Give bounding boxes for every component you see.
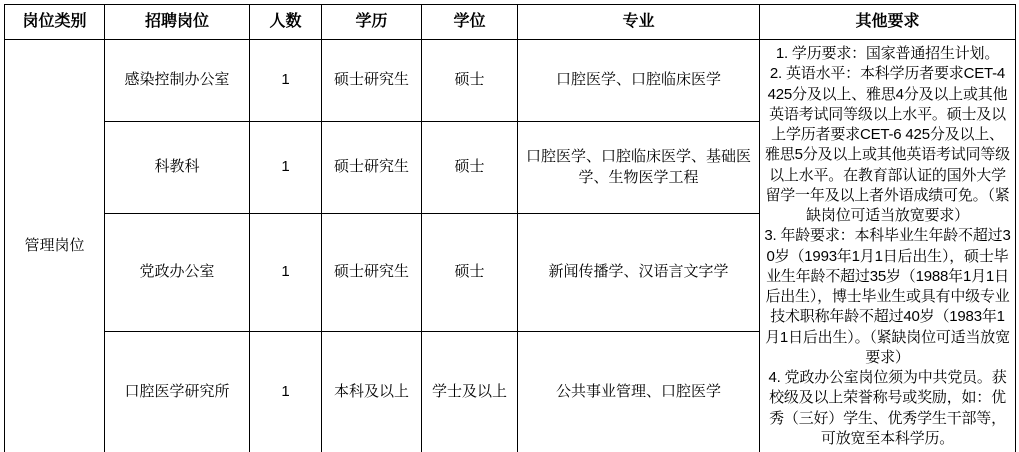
column-header-position: 招聘岗位: [105, 5, 250, 40]
cell-count: 1: [250, 40, 322, 122]
column-header-major: 专业: [518, 5, 760, 40]
cell-education: 硕士研究生: [322, 40, 422, 122]
cell-count: 1: [250, 122, 322, 214]
cell-education: 硕士研究生: [322, 214, 422, 332]
cell-degree: 硕士: [422, 214, 518, 332]
table-header-row: [5, 5, 1016, 40]
cell-count: 1: [250, 332, 322, 452]
cell-count: 1: [250, 214, 322, 332]
requirement-item-2: 2. 英语水平：本科学历者要求CET-4 425分及以上、雅思4分及以上或其他英语考试同等级以上水平。硕士及以上学历者要求CET-6 425分及以上、雅思5分及以上或其他英语考试同等级以上水平。在教育部认证的国外大学留学一年及以上者外语成绩可免。（紧缺岗位可适当放宽要求）: [765, 65, 1010, 224]
cell-major: 口腔医学、口腔临床医学: [518, 40, 760, 122]
cell-major: 口腔医学、口腔临床医学、基础医学、生物医学工程: [518, 122, 760, 214]
cell-other-requirements: [760, 40, 1016, 452]
cell-education: 本科及以上: [322, 332, 422, 452]
cell-position: 科教科: [105, 122, 250, 214]
cell-major: 新闻传播学、汉语言文字学: [518, 214, 760, 332]
column-header-degree: 学位: [422, 5, 518, 40]
requirement-item-1: 1. 学历要求：国家普通招生计划。: [775, 45, 1000, 62]
requirement-item-4: 4. 党政办公室岗位须为中共党员。获校级及以上荣誉称号或奖励，如：优秀（三好）学生、优秀学生干部等，可放宽至本科学历。: [768, 369, 1007, 447]
column-header-count: 人数: [250, 5, 322, 40]
cell-category: 管理岗位: [5, 40, 105, 452]
cell-education: 硕士研究生: [322, 122, 422, 214]
cell-major: 公共事业管理、口腔医学: [518, 332, 760, 452]
table-row: [5, 40, 1016, 122]
column-header-category: 岗位类别: [5, 5, 105, 40]
cell-position: 口腔医学研究所: [105, 332, 250, 452]
cell-position: 党政办公室: [105, 214, 250, 332]
requirement-item-3: 3. 年龄要求：本科毕业生年龄不超过30岁（1993年1月1日后出生），硕士毕业生年龄不超过35岁（1988年1月1日后出生），博士毕业生或具有中级专业技术职称年龄不超过40岁（1983年1月1日后出生）。（紧缺岗位可适当放宽要求）: [764, 227, 1011, 366]
column-header-education: 学历: [322, 5, 422, 40]
cell-position: 感染控制办公室: [105, 40, 250, 122]
cell-degree: 硕士: [422, 40, 518, 122]
cell-degree: 学士及以上: [422, 332, 518, 452]
cell-degree: 硕士: [422, 122, 518, 214]
column-header-other-requirements: 其他要求: [760, 5, 1016, 40]
recruitment-table: [4, 4, 1016, 452]
